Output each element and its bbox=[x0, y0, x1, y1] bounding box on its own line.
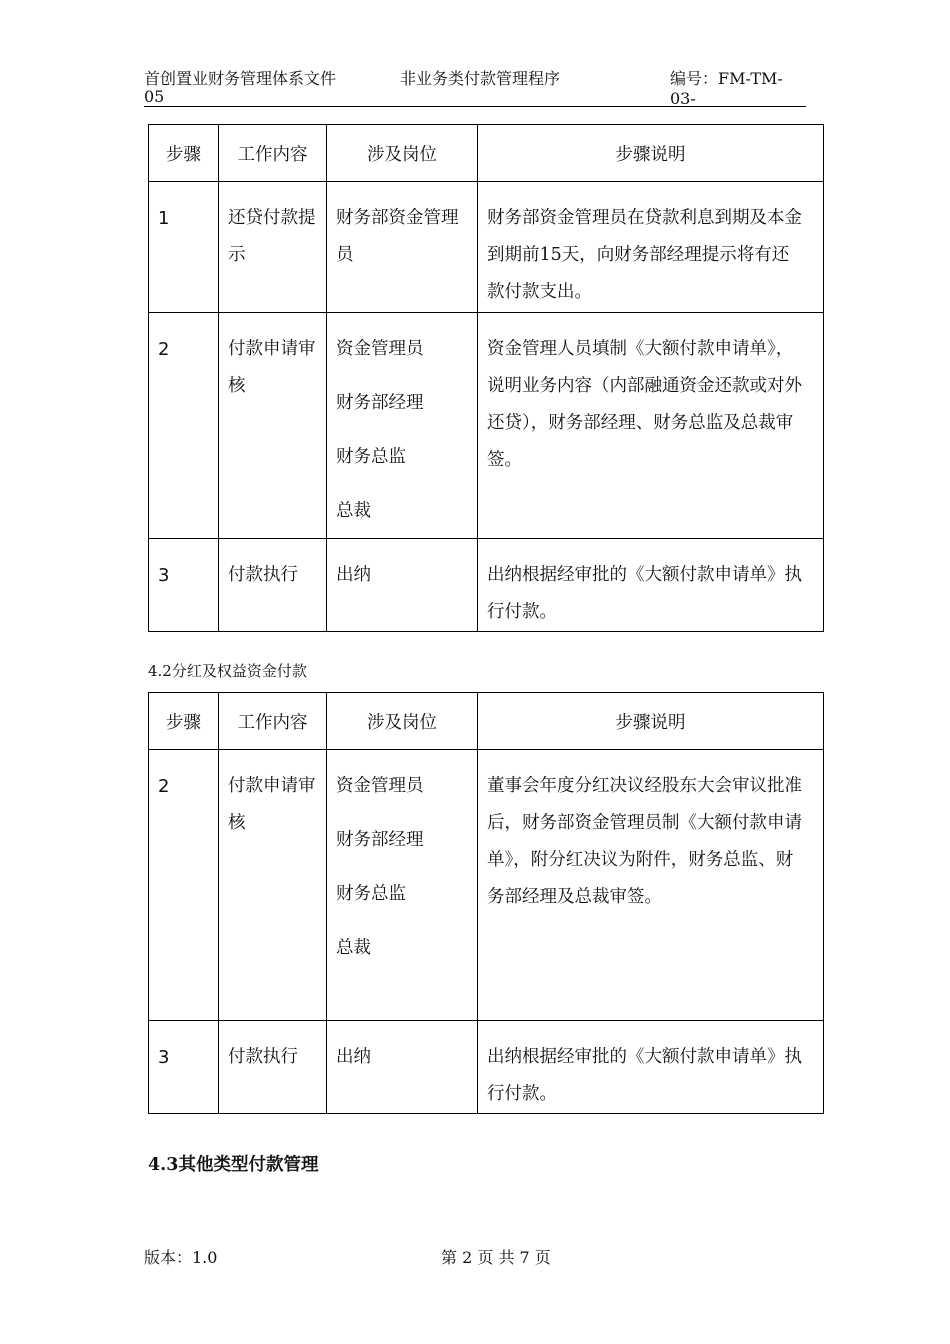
header-roles: 涉及岗位 bbox=[327, 693, 478, 750]
section-4-3-heading: 4.3其他类型付款管理 bbox=[148, 1155, 319, 1175]
table-row bbox=[149, 313, 824, 539]
roles: 出纳 bbox=[336, 565, 371, 585]
header-doc-number: 编号：FM-TM-03- bbox=[670, 69, 783, 108]
roles: 财务部资金管理 员 bbox=[336, 208, 459, 265]
table-header-row bbox=[149, 125, 824, 182]
roles: 资金管理员 财务部经理 财务总监 总裁 bbox=[336, 339, 424, 521]
step-number: 2 bbox=[158, 339, 170, 360]
work-content: 还贷付款提 示 bbox=[228, 208, 316, 265]
step-description: 财务部资金管理员在贷款利息到期及本金 到期前15天，向财务部经理提示将有还 款付款支出。 bbox=[487, 208, 802, 302]
header-description: 步骤说明 bbox=[478, 125, 824, 182]
header-description: 步骤说明 bbox=[478, 693, 824, 750]
roles: 资金管理员 财务部经理 财务总监 总裁 bbox=[336, 776, 424, 958]
step-description: 资金管理人员填制《大额付款申请单》， 说明业务内容（内部融通资金还款或对外 还贷），财务部经理、财务总监及总裁审 签。 bbox=[487, 339, 802, 470]
work-content: 付款申请审 核 bbox=[228, 776, 316, 833]
section-4-2-caption: 4.2分红及权益资金付款 bbox=[148, 662, 307, 680]
step-number: 3 bbox=[158, 565, 170, 586]
header-divider bbox=[144, 106, 806, 107]
work-content: 付款执行 bbox=[228, 1047, 298, 1067]
step-description: 董事会年度分红决议经股东大会审议批准 后，财务部资金管理员制《大额付款申请 单》，附分红决议为附件，财务总监、财 务部经理及总裁审签。 bbox=[487, 776, 802, 907]
header-step: 步骤 bbox=[149, 125, 219, 182]
table-row bbox=[149, 539, 824, 632]
table-row bbox=[149, 182, 824, 313]
roles: 出纳 bbox=[336, 1047, 371, 1067]
procedure-table-2 bbox=[148, 692, 824, 1114]
header-document-title: 非业务类付款管理程序 bbox=[400, 69, 561, 88]
work-content: 付款执行 bbox=[228, 565, 298, 585]
step-description: 出纳根据经审批的《大额付款申请单》执 行付款。 bbox=[487, 565, 802, 622]
header-roles: 涉及岗位 bbox=[327, 125, 478, 182]
work-content: 付款申请审 核 bbox=[228, 339, 316, 396]
table-row bbox=[149, 1021, 824, 1114]
header-work-content: 工作内容 bbox=[219, 693, 327, 750]
header-system-title: 首创置业财务管理体系文件 bbox=[144, 69, 337, 88]
header-step: 步骤 bbox=[149, 693, 219, 750]
footer-page-number: 第 2 页 共 7 页 bbox=[441, 1248, 551, 1267]
step-number: 2 bbox=[158, 776, 170, 797]
header-doc-number-wrap: 05 bbox=[144, 87, 165, 106]
procedure-table-1 bbox=[148, 124, 824, 632]
header-work-content: 工作内容 bbox=[219, 125, 327, 182]
step-number: 3 bbox=[158, 1047, 170, 1068]
step-description: 出纳根据经审批的《大额付款申请单》执 行付款。 bbox=[487, 1047, 802, 1104]
table-row bbox=[149, 750, 824, 1021]
step-number: 1 bbox=[158, 208, 170, 229]
page-header bbox=[144, 66, 806, 106]
footer-version: 版本：1.0 bbox=[144, 1248, 218, 1267]
table-header-row bbox=[149, 693, 824, 750]
